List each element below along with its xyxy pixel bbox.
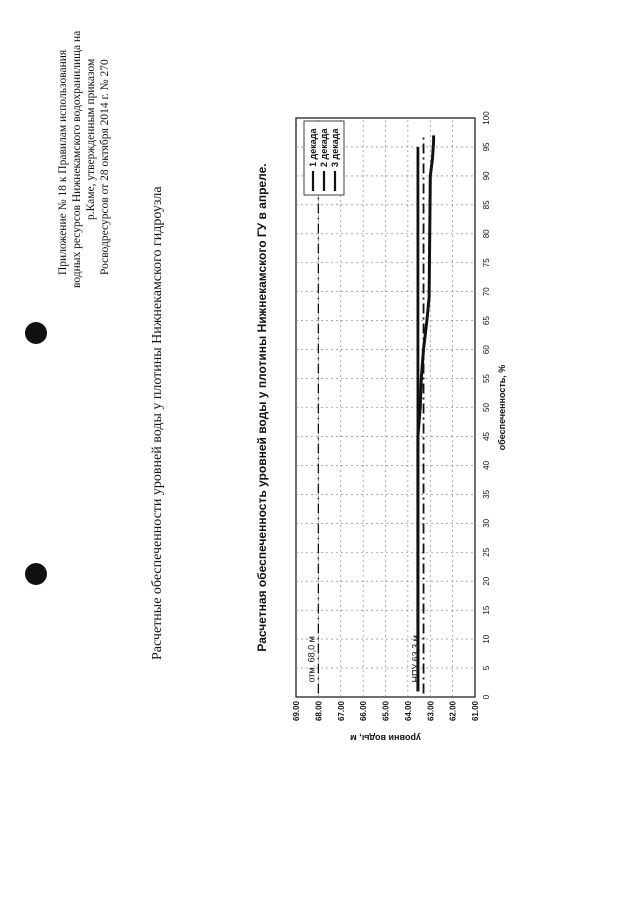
reference-label-npu: НПУ 63,3 м: [410, 635, 421, 683]
y-tick-label: 68.00: [314, 701, 324, 722]
y-tick-label: 62.00: [448, 701, 458, 722]
y-axis-label: уровни воды, м: [350, 733, 421, 743]
x-tick-label: 95: [482, 142, 491, 152]
y-tick-label: 63.00: [426, 701, 436, 722]
x-tick-label: 80: [482, 229, 491, 239]
x-tick-label: 75: [482, 258, 491, 268]
y-tick-label: 61.00: [471, 701, 480, 722]
x-tick-label: 20: [482, 576, 491, 586]
x-tick-label: 15: [482, 605, 491, 615]
x-tick-label: 0: [482, 694, 491, 700]
x-tick-label: 60: [482, 345, 491, 355]
x-tick-label: 55: [482, 374, 491, 384]
y-tick-label: 69.00: [292, 701, 301, 722]
x-tick-label: 25: [482, 547, 491, 557]
x-tick-label: 50: [482, 403, 491, 412]
x-tick-label: 30: [482, 518, 491, 528]
legend-label: 1 декада: [308, 128, 318, 167]
y-tick-label: 67.00: [336, 701, 346, 722]
x-tick-label: 85: [482, 200, 491, 210]
x-tick-label: 65: [482, 316, 491, 326]
y-tick-label: 65.00: [381, 701, 391, 722]
x-tick-label: 40: [482, 460, 491, 470]
page-title: Расчетные обеспеченности уровней воды у плотины Нижнекамского гидроузла: [150, 186, 165, 660]
series-line-3-dekada: [418, 135, 434, 691]
x-tick-label: 35: [482, 489, 491, 499]
x-tick-label: 100: [482, 111, 491, 125]
header-line-4: Росводресурсов от 28 октября 2014 г. № 270: [99, 59, 111, 275]
x-tick-label: 70: [482, 287, 491, 297]
x-tick-label: 10: [482, 634, 491, 644]
x-tick-label: 45: [482, 431, 491, 441]
legend-label: 2 декада: [319, 128, 329, 167]
header-line-1: Приложение № 18 к Правилам использования: [57, 49, 69, 275]
legend-label: 3 декада: [330, 128, 340, 167]
x-tick-label: 90: [482, 171, 491, 181]
x-tick-label: 5: [482, 665, 491, 671]
reference-label-68: отм. 68,0 м: [306, 636, 317, 683]
chart-title: Расчетная обеспеченность уровней воды у плотины Нижнекамского ГУ в апреле.: [255, 163, 269, 652]
header-line-3: р.Каме, утвержденным приказом: [85, 58, 97, 220]
x-axis-label: обеспеченность, %: [497, 364, 507, 451]
header-line-2: водных ресурсов Нижнекамского водохранилища на: [71, 30, 83, 288]
y-tick-label: 64.00: [403, 701, 413, 722]
y-tick-label: 66.00: [359, 701, 369, 722]
